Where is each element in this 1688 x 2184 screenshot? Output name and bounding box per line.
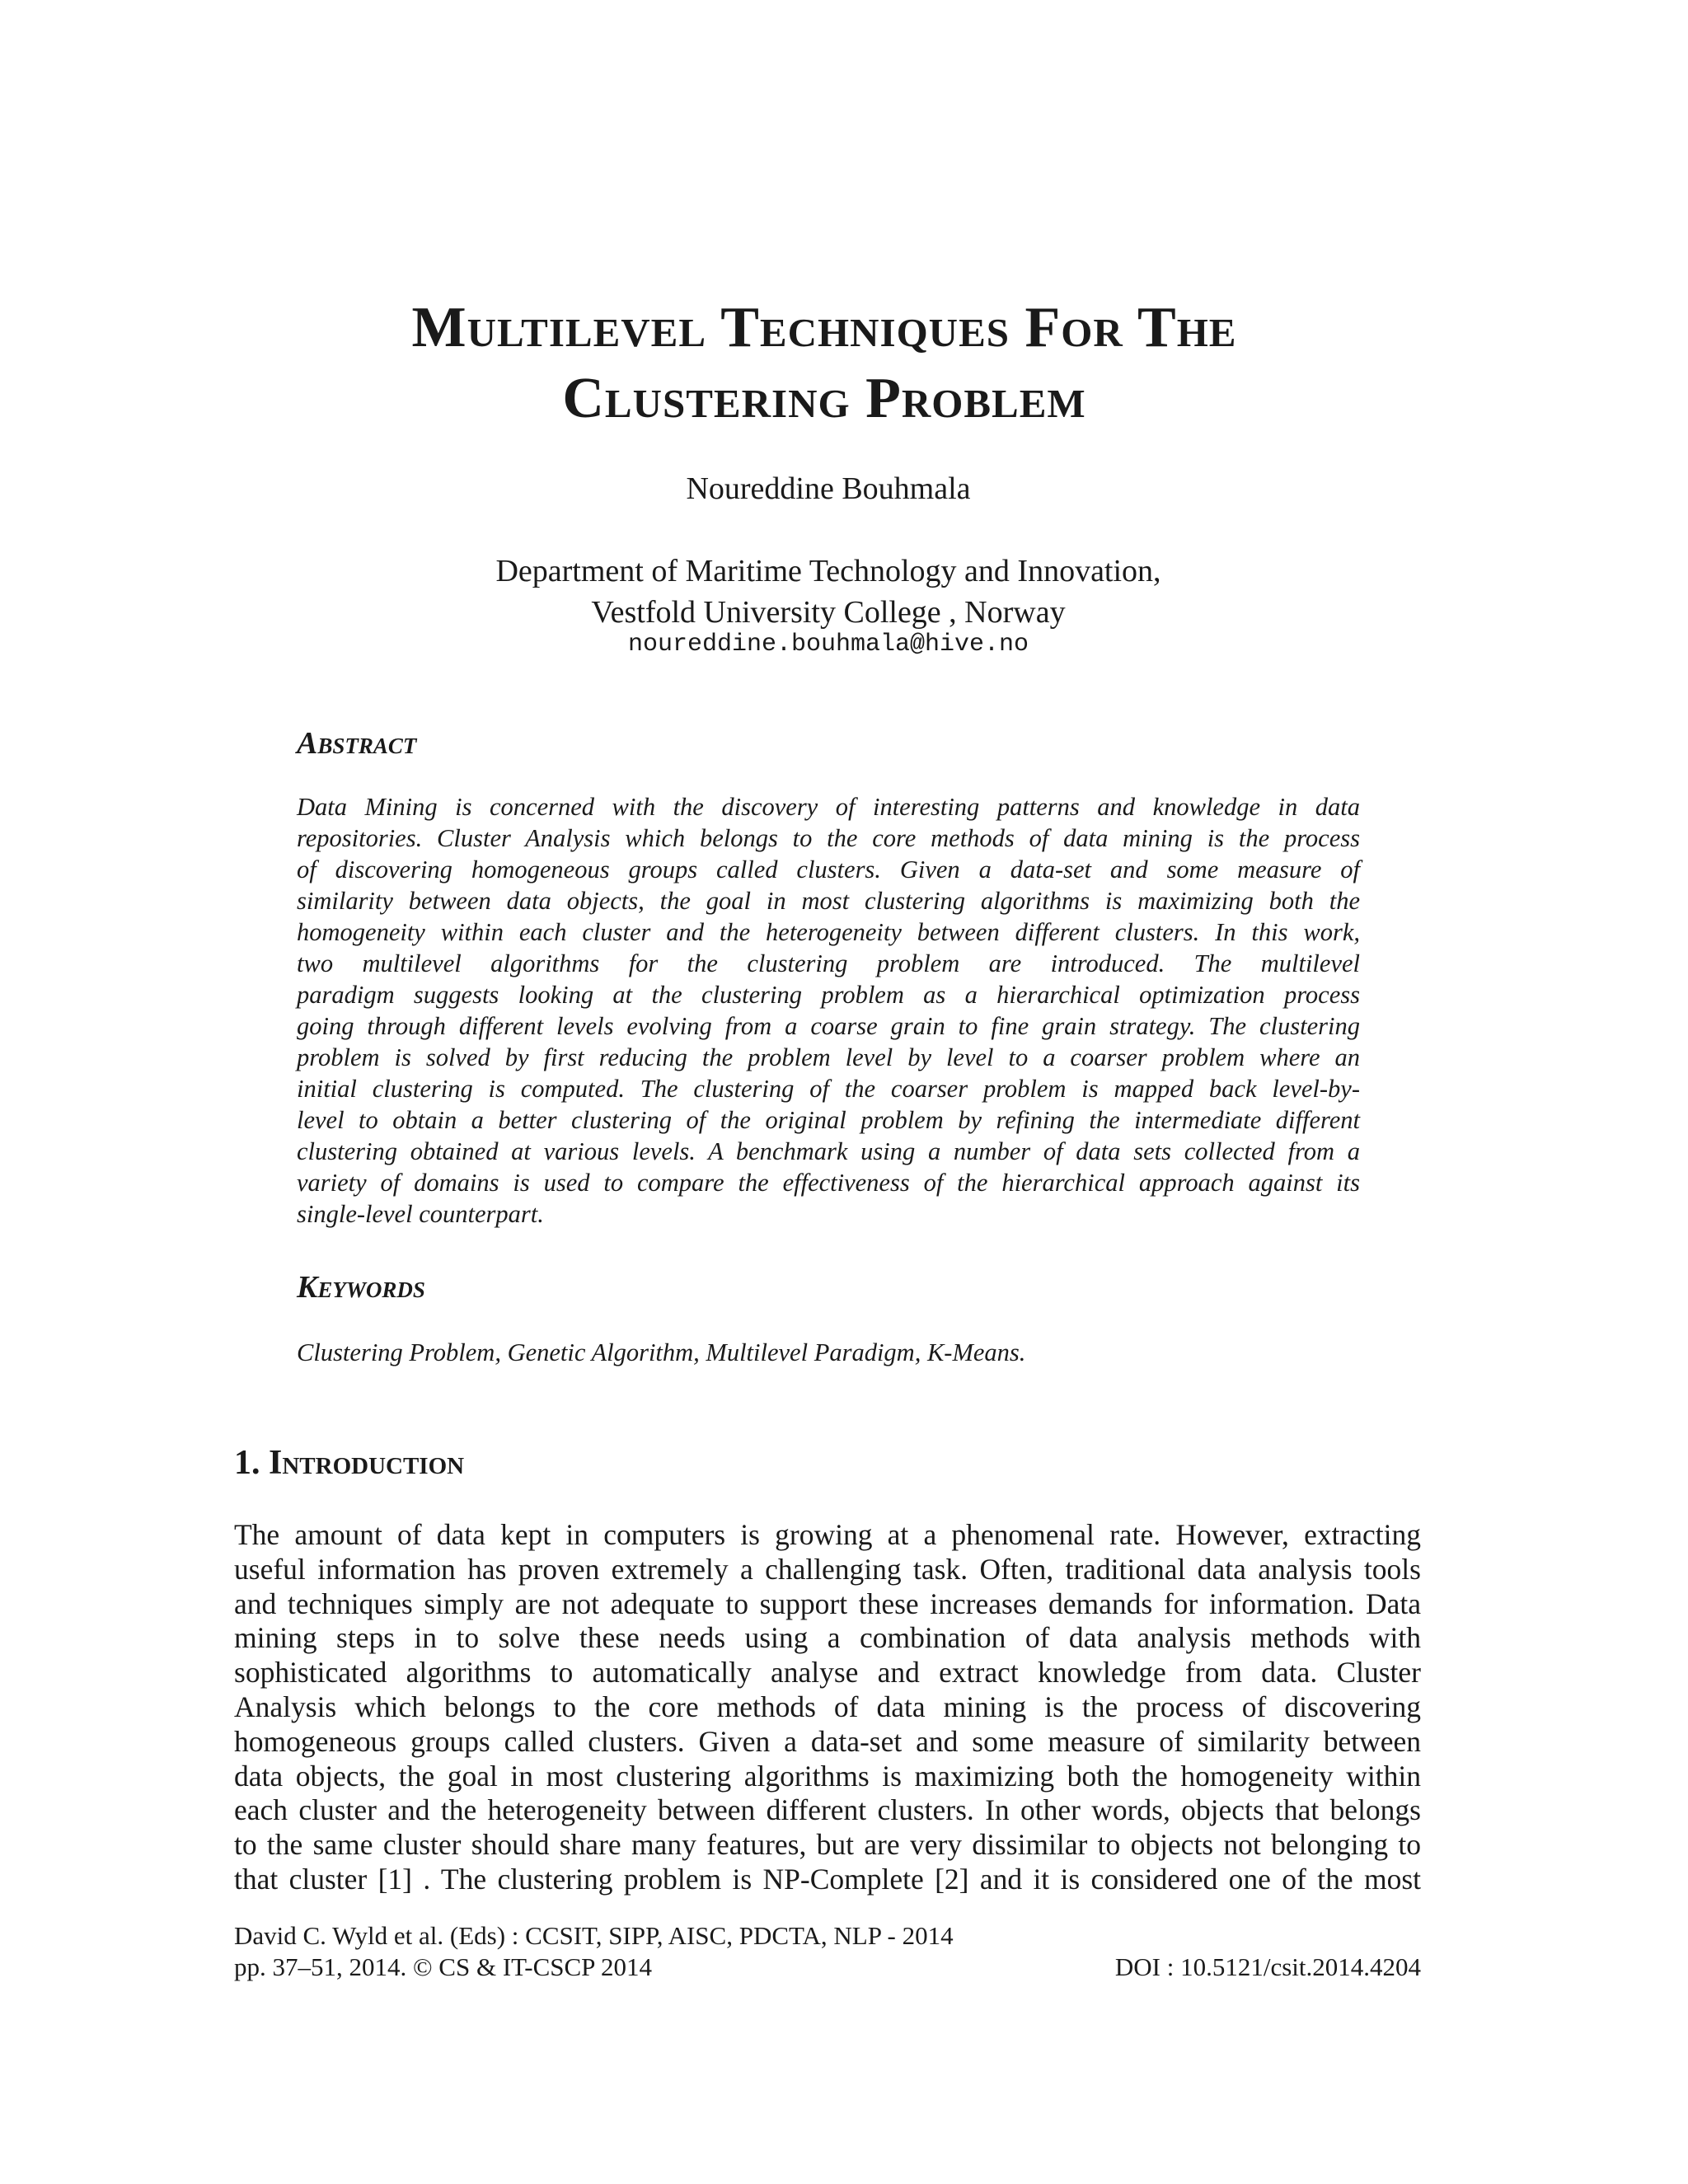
- abstract-line: level to obtain a better clustering of the original problem by refining the intermediate different: [297, 1106, 1360, 1134]
- abstract-line: similarity between data objects, the goal in most clustering algorithms is maximizing both the: [297, 887, 1360, 915]
- title-line-2: Clustering Problem: [562, 367, 1086, 430]
- abstract-body: [297, 791, 1360, 1230]
- affiliation-line-1: Department of Maritime Technology and Innovation,: [495, 554, 1161, 588]
- footer-editors: David C. Wyld et al. (Eds) : CCSIT, SIPP, AISC, PDCTA, NLP - 2014: [234, 1921, 954, 1950]
- intro-line: and techniques simply are not adequate to support these increases demands for information. Data: [234, 1586, 1421, 1620]
- abstract-line: two multilevel algorithms for the clustering problem are introduced. The multilevel: [297, 949, 1360, 977]
- abstract-line: repositories. Cluster Analysis which belongs to the core methods of data mining is the process: [297, 824, 1360, 852]
- page-footer: [234, 1920, 1421, 1983]
- intro-line: mining steps in to solve these needs using a combination of data analysis methods with: [234, 1621, 1421, 1655]
- affiliation-line-2: Vestfold University College , Norway: [591, 595, 1066, 630]
- paper-title: [206, 293, 1442, 434]
- title-line-1: Multilevel Techniques For The: [411, 296, 1237, 359]
- abstract-line: clustering obtained at various levels. A benchmark using a number of data sets collected from a: [297, 1137, 1360, 1165]
- intro-line: each cluster and the heterogeneity between different clusters. In other words, objects that belongs: [234, 1793, 1421, 1827]
- introduction-body: [234, 1518, 1421, 1897]
- abstract-line: single-level counterpart.: [297, 1200, 544, 1228]
- abstract-line: problem is solved by first reducing the problem level by level to a coarser problem where an: [297, 1043, 1360, 1071]
- author-name: Noureddine Bouhmala: [686, 471, 971, 506]
- footer-doi: DOI : 10.5121/csit.2014.4204: [1114, 1952, 1421, 1981]
- intro-line: that cluster [1] . The clustering problem is NP-Complete [2] and it is considered one of the most: [234, 1862, 1421, 1896]
- intro-line: Analysis which belongs to the core methods of data mining is the process of discovering: [234, 1690, 1421, 1723]
- introduction-heading: 1. Introduction: [234, 1444, 465, 1482]
- abstract-line: Data Mining is concerned with the discovery of interesting patterns and knowledge in data: [297, 793, 1360, 821]
- intro-line: sophisticated algorithms to automatically analyse and extract knowledge from data. Cluster: [234, 1656, 1421, 1690]
- footer-row-editors: [234, 1920, 1421, 1952]
- footer-pages: pp. 37–51, 2014. © CS & IT-CSCP 2014: [234, 1952, 653, 1981]
- abstract-line: of discovering homogeneous groups called clusters. Given a data-set and some measure of: [297, 855, 1360, 883]
- abstract-heading: Abstract: [297, 726, 417, 761]
- abstract-line: homogeneity within each cluster and the heterogeneity between different clusters. In this work,: [297, 918, 1360, 946]
- affiliation: [0, 551, 1657, 633]
- intro-line: The amount of data kept in computers is growing at a phenomenal rate. However, extracting: [234, 1518, 1421, 1551]
- intro-line: useful information has proven extremely a challenging task. Often, traditional data analysis tools: [234, 1552, 1421, 1586]
- abstract-line: paradigm suggests looking at the clustering problem as a hierarchical optimization process: [297, 981, 1360, 1009]
- intro-line: homogeneous groups called clusters. Given a data-set and some measure of similarity between: [234, 1724, 1421, 1758]
- author-email: noureddine.bouhmala@hive.no: [627, 630, 1029, 658]
- abstract-line: variety of domains is used to compare the effectiveness of the hierarchical approach against its: [297, 1169, 1360, 1197]
- abstract-line: going through different levels evolving from a coarse grain to fine grain strategy. The clustering: [297, 1012, 1360, 1040]
- intro-line: data objects, the goal in most clustering algorithms is maximizing both the homogeneity within: [234, 1759, 1421, 1793]
- keywords-heading: Keywords: [297, 1270, 425, 1305]
- footer-row-pages: [234, 1952, 1421, 1983]
- abstract-line: initial clustering is computed. The clustering of the coarser problem is mapped back level-by-: [297, 1075, 1360, 1103]
- keywords-text: Clustering Problem, Genetic Algorithm, Multilevel Paradigm, K-Means.: [297, 1338, 1026, 1366]
- intro-line: to the same cluster should share many features, but are very dissimilar to objects not belonging to: [234, 1828, 1421, 1862]
